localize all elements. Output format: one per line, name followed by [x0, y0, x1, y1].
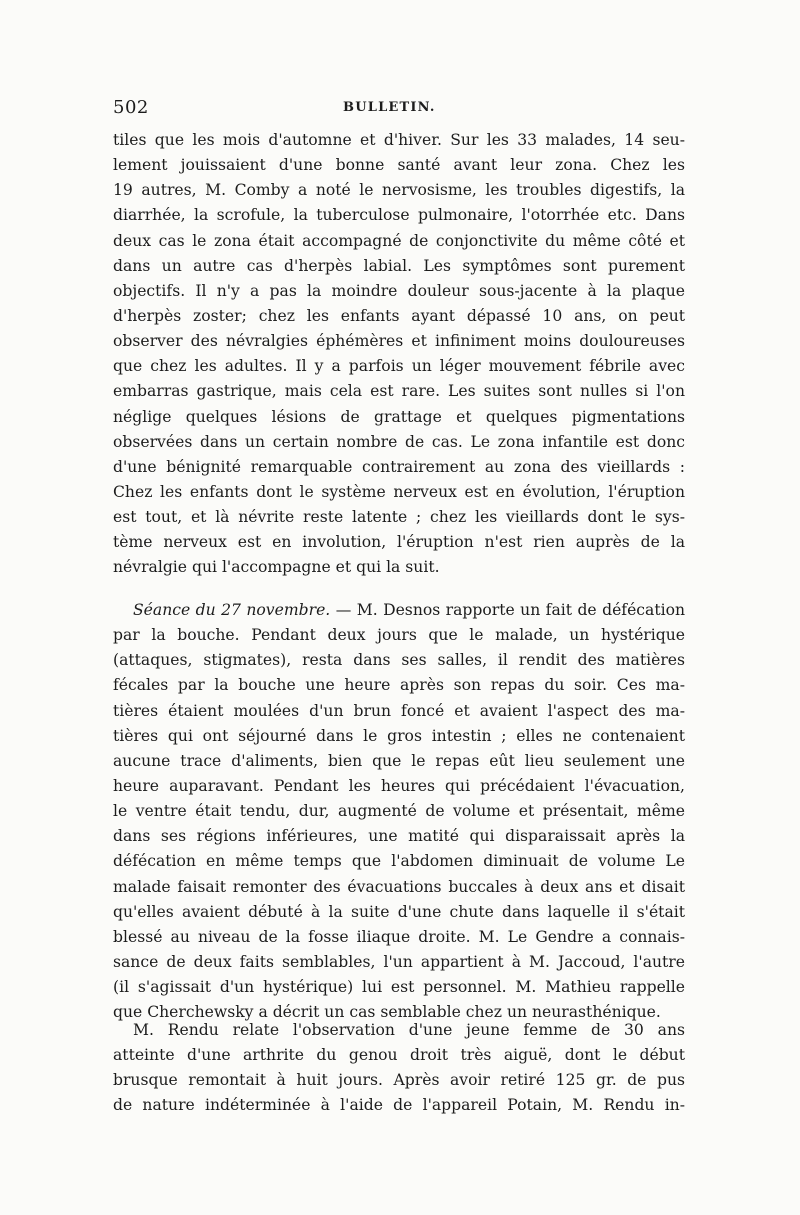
text-line: atteinte d'une arthrite du genou droit très aiguë, dont le début [113, 1046, 685, 1065]
text-line: sance de deux faits semblables, l'un appartient à M. Jaccoud, l'autre [113, 952, 685, 971]
session-date-label: Séance du 27 novembre. [133, 601, 331, 619]
paragraph-rendu-arthrite [113, 1018, 685, 1119]
text-line: défécation en même temps que l'abdomen diminuait de volume Le [113, 852, 685, 871]
text-line: diarrhée, la scrofule, la tuberculose pulmonaire, l'otorrhée etc. Dans [113, 206, 685, 225]
page-number: 502 [113, 97, 149, 118]
text-line: observées dans un certain nombre de cas. Le zona infantile est donc [113, 432, 685, 451]
text-line: (il s'agissait d'un hystérique) lui est personnel. M. Mathieu rappelle [113, 978, 685, 997]
text-line: néglige quelques lésions de grattage et quelques pigmentations [113, 407, 685, 426]
text-line: brusque remontait à huit jours. Après avoir retiré 125 gr. de pus [113, 1071, 685, 1090]
text-line: (attaques, stigmates), resta dans ses salles, il rendit des matières [113, 651, 685, 670]
text-line: objectifs. Il n'y a pas la moindre douleur sous-jacente à la plaque [113, 281, 685, 300]
text-line: Chez les enfants dont le système nerveux est en évolution, l'éruption [113, 482, 685, 501]
text-line: par la bouche. Pendant deux jours que le malade, un hystérique [113, 626, 685, 645]
text-line: aucune trace d'aliments, bien que le repas eût lieu seulement une [113, 751, 685, 770]
text-line: embarras gastrique, mais cela est rare. Les suites sont nulles si l'on [113, 382, 685, 401]
text-line: blessé au niveau de la fosse iliaque droite. M. Le Gendre a connais- [113, 927, 685, 946]
text-line: qu'elles avaient débuté à la suite d'une chute dans laquelle il s'était [113, 902, 685, 921]
text-line: M. Rendu relate l'observation d'une jeune femme de 30 ans [133, 1021, 685, 1039]
text-line: le ventre était tendu, dur, augmenté de volume et présentait, même [113, 802, 685, 821]
text-line: tiles que les mois d'automne et d'hiver. Sur les 33 malades, 14 seu- [113, 131, 685, 149]
text-line: que chez les adultes. Il y a parfois un léger mouvement fébrile avec [113, 357, 685, 376]
text-line: dans un autre cas d'herpès labial. Les symptômes sont purement [113, 256, 685, 275]
text-line: d'une bénignité remarquable contrairement au zona des vieillards : [113, 457, 685, 476]
text-line: deux cas le zona était accompagné de conjonctivite du même côté et [113, 231, 685, 250]
text-line: d'herpès zoster; chez les enfants ayant dépassé 10 ans, on peut [113, 306, 685, 325]
text-line: observer des névralgies éphémères et infiniment moins douloureuses [113, 332, 685, 351]
page-header [113, 97, 683, 121]
paragraph-seance-27-novembre [113, 598, 685, 1025]
paragraph-comby-zona [113, 128, 685, 581]
text-line: tières qui ont séjourné dans le gros intestin ; elles ne contenaient [113, 726, 685, 745]
text-run: — M. Desnos rapporte un fait de défécation [330, 601, 685, 619]
text-line: 19 autres, M. Comby a noté le nervosisme, les troubles digestifs, la [113, 181, 685, 200]
text-line: tières étaient moulées d'un brun foncé et avaient l'aspect des ma- [113, 701, 685, 720]
text-line: lement jouissaient d'une bonne santé avant leur zona. Chez les [113, 156, 685, 175]
text-line: est tout, et là névrite reste latente ; chez les vieillards dont le sys- [113, 508, 685, 527]
text-line: fécales par la bouche une heure après son repas du soir. Ces ma- [113, 676, 685, 695]
text-line: malade faisait remonter des évacuations buccales à deux ans et disait [113, 877, 685, 896]
running-head: BULLETIN. [343, 100, 436, 115]
text-line: dans ses régions inférieures, une matité qui disparaissait après la [113, 827, 685, 846]
text-line [113, 598, 685, 623]
text-line: névralgie qui l'accompagne et qui la suit. [113, 558, 440, 577]
text-line: de nature indéterminée à l'aide de l'appareil Potain, M. Rendu in- [113, 1096, 685, 1115]
text-line: tème nerveux est en involution, l'éruption n'est rien auprès de la [113, 533, 685, 552]
text-line: que Cherchewsky a décrit un cas semblable chez un neurasthénique. [113, 1003, 661, 1022]
text-line: heure auparavant. Pendant les heures qui précédaient l'évacuation, [113, 776, 685, 795]
